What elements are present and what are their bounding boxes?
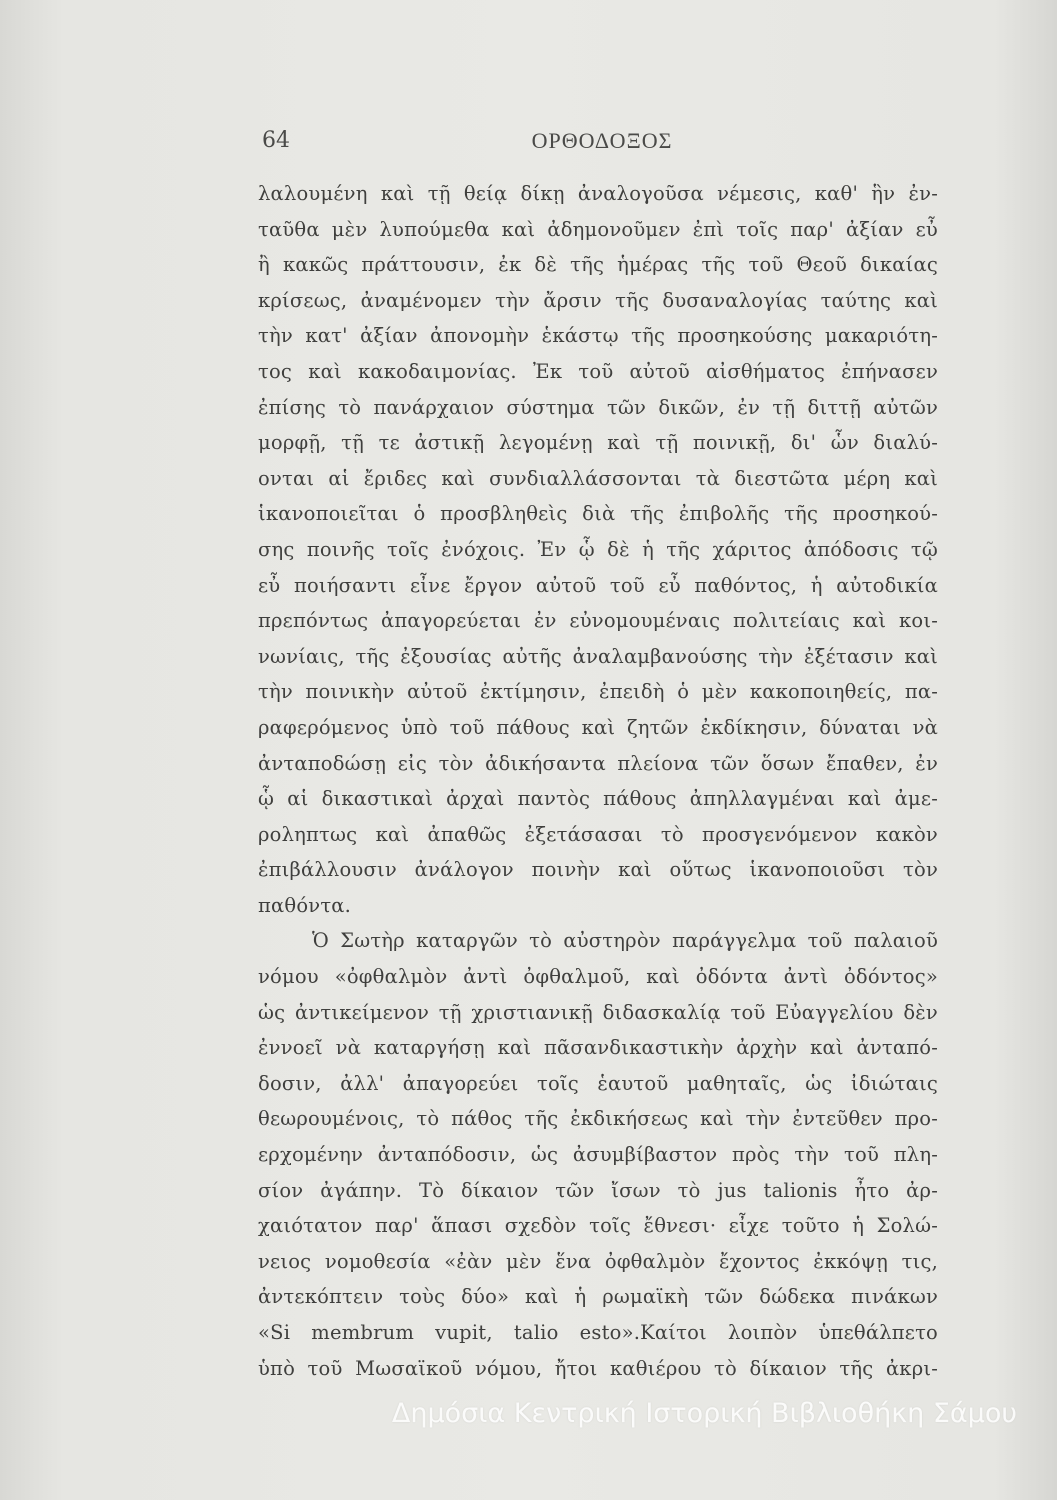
running-title: ΟΡΘΟΔΟΞΟΣ	[531, 128, 673, 153]
text-line: πρεπόντως ἀπαγορεύεται ἐν εὐνομουμέναις πολιτείαις καὶ κοι-	[258, 609, 938, 633]
text-line: ταῦθα μὲν λυπούμεθα καὶ ἀδημονοῦμεν ἐπὶ τοῖς παρ' ἀξίαν εὖ	[258, 217, 938, 241]
text-line: νόμου «ὀφθαλμὸν ἀντὶ ὀφθαλμοῦ, καὶ ὀδόντα ἀντὶ ὀδόντος»	[258, 965, 938, 989]
text-line: ἢ κακῶς πράττουσιν, ἐκ δὲ τῆς ἡμέρας τῆς τοῦ Θεοῦ δικαίας	[258, 253, 938, 277]
text-line: Ὁ Σωτὴρ καταργῶν τὸ αὐστηρὸν παράγγελμα τοῦ παλαιοῦ	[312, 929, 938, 953]
text-line: ἱκανοποιεῖται ὁ προσβληθεὶς διὰ τῆς ἐπιβολῆς τῆς προσηκού-	[258, 502, 938, 526]
text-line: «Si membrum vupit, talio esto».Καίτοι λοιπὸν ὑπεθάλπετο	[258, 1321, 938, 1344]
text-line: ἐπιβάλλουσιν ἀνάλογον ποινὴν καὶ οὕτως ἱκανοποιοῦσι τὸν	[258, 858, 938, 882]
text-line: ροληπτως καὶ ἀπαθῶς ἐξετάσασαι τὸ προσγενόμενον κακὸν	[258, 822, 938, 846]
text-line: ραφερόμενος ὑπὸ τοῦ πάθους καὶ ζητῶν ἐκδίκησιν, δύναται νὰ	[258, 715, 938, 739]
text-line: ονται αἱ ἔριδες καὶ συνδιαλλάσσονται τὰ διεστῶτα μέρη καὶ	[258, 466, 938, 490]
text-line: δοσιν, ἀλλ' ἀπαγορεύει τοῖς ἑαυτοῦ μαθηταῖς, ὡς ἰδιώταις	[258, 1071, 938, 1095]
text-line: τος καὶ κακοδαιμονίας. Ἐκ τοῦ αὐτοῦ αἰσθήματος ἐπήνασεν	[258, 359, 938, 383]
text-line: ἀνταποδώσῃ εἰς τὸν ἀδικήσαντα πλείονα τῶν ὅσων ἔπαθεν, ἐν	[258, 751, 938, 775]
text-line: νειος νομοθεσία «ἐὰν μὲν ἕνα ὀφθαλμὸν ἔχοντος ἐκκόψῃ τις,	[258, 1249, 938, 1273]
text-line: μορφῇ, τῇ τε ἀστικῇ λεγομένῃ καὶ τῇ ποινικῇ, δι' ὧν διαλύ-	[258, 431, 938, 455]
text-line: θεωρουμένοις, τὸ πάθος τῆς ἐκδικήσεως καὶ τὴν ἐντεῦθεν προ-	[258, 1107, 938, 1131]
page-header	[262, 118, 942, 158]
library-watermark: Δημόσια Κεντρική Ιστορική Βιβλιοθήκη Σάμου	[391, 1398, 1017, 1429]
text-line: ἀντεκόπτειν τοὺς δύο» καὶ ἡ ρωμαϊκὴ τῶν δώδεκα πινάκων	[258, 1285, 938, 1309]
text-line: ερχομένην ἀνταπόδοσιν, ὡς ἀσυμβίβαστον πρὸς τὴν τοῦ πλη-	[258, 1143, 938, 1167]
text-line: σης ποινῆς τοῖς ἐνόχοις. Ἐν ᾧ δὲ ἡ τῆς χάριτος ἀπόδοσις τῷ	[258, 537, 938, 561]
text-line: ὡς ἀντικείμενον τῇ χριστιανικῇ διδασκαλίᾳ τοῦ Εὐαγγελίου δὲν	[258, 1000, 938, 1024]
page-number: 64	[262, 128, 290, 153]
text-line: σίον ἀγάπην. Τὸ δίκαιον τῶν ἴσων τὸ jus talionis ἦτο ἀρ-	[258, 1178, 938, 1202]
text-line: κρίσεως, ἀναμένομεν τὴν ἄρσιν τῆς δυσαναλογίας ταύτης καὶ	[258, 288, 938, 312]
text-line: εὖ ποιήσαντι εἶνε ἔργον αὐτοῦ τοῦ εὖ παθόντος, ἡ αὐτοδικία	[258, 573, 938, 597]
text-line: ἐπίσης τὸ πανάρχαιον σύστημα τῶν δικῶν, ἐν τῇ διττῇ αὐτῶν	[258, 395, 938, 419]
text-line: λαλουμένη καὶ τῇ θείᾳ δίκῃ ἀναλογοῦσα νέμεσις, καθ' ἣν ἐν-	[258, 182, 938, 205]
text-line: χαιότατον παρ' ἅπασι σχεδὸν τοῖς ἔθνεσι· εἶχε τοῦτο ἡ Σολώ-	[258, 1214, 938, 1238]
text-line: ὑπὸ τοῦ Μωσαϊκοῦ νόμου, ἤτοι καθιέρου τὸ δίκαιον τῆς ἀκρι-	[258, 1356, 938, 1380]
text-line: τὴν ποινικὴν αὐτοῦ ἐκτίμησιν, ἐπειδὴ ὁ μὲν κακοποιηθείς, πα-	[258, 680, 938, 704]
text-line: παθόντα.	[258, 893, 352, 917]
text-line: τὴν κατ' ἀξίαν ἀπονομὴν ἑκάστῳ τῆς προσηκούσης μακαριότη-	[258, 324, 938, 348]
text-line: ᾧ αἱ δικαστικαὶ ἀρχαὶ παντὸς πάθους ἀπηλλαγμέναι καὶ ἀμε-	[258, 787, 938, 811]
text-line: νωνίαις, τῆς ἐξουσίας αὐτῆς ἀναλαμβανούσης τὴν ἐξέτασιν καὶ	[258, 644, 938, 668]
text-line: ἐννοεῖ νὰ καταργήσῃ καὶ πᾶσανδικαστικὴν ἀρχὴν καὶ ἀνταπό-	[258, 1036, 938, 1060]
body-text	[258, 176, 938, 1386]
